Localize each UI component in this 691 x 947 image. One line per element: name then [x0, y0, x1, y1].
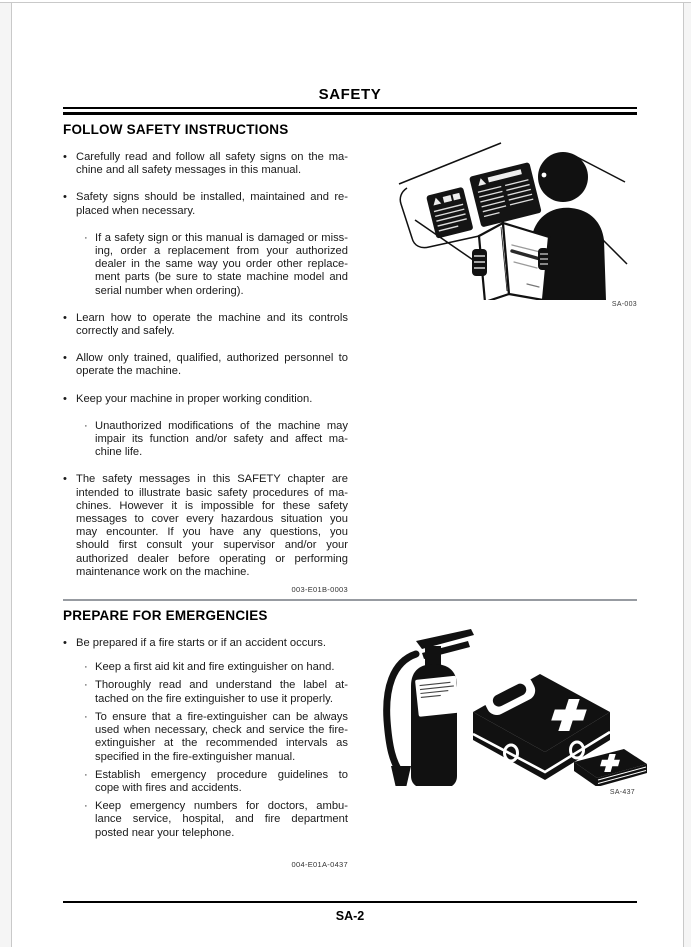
- section-follow-safety-body: [63, 151, 348, 594]
- bullet-item: [63, 151, 348, 177]
- sub-bullet-marker: ·: [84, 419, 88, 432]
- viewer-right-gutter: [683, 3, 691, 947]
- sub-bullet-item: [63, 711, 348, 764]
- bullet-marker: •: [63, 311, 67, 324]
- warning-label-small: [426, 187, 474, 239]
- bullet-marker: •: [63, 352, 67, 365]
- bullet-text: Safety signs should be installed, maintained and re- placed when necessary.: [76, 191, 348, 217]
- warning-label-danger: [469, 162, 542, 227]
- bullet-item: [63, 637, 348, 650]
- sub-bullet-item: [63, 769, 348, 795]
- person-reading-manual-icon: [393, 138, 645, 300]
- figure-prepare-emergencies: [378, 620, 656, 797]
- document-viewer: [0, 3, 691, 947]
- sub-bullet-marker: ·: [84, 231, 88, 244]
- machine-lower-right-edge: [601, 238, 627, 264]
- manual-page: [12, 3, 683, 947]
- sub-bullet-marker: ·: [84, 710, 88, 723]
- title-double-rule: [63, 107, 637, 115]
- bullet-text: Allow only trained, qualified, authorized personnel to operate the machine.: [76, 352, 348, 378]
- footer-rule: [63, 901, 637, 903]
- paragraph-reference-code: 003-E01B-0003: [291, 585, 348, 595]
- figure-caption: SA-437: [609, 789, 635, 796]
- sub-bullet-text: Keep a first aid kit and fire extinguisher on hand.: [95, 661, 335, 674]
- section-divider-rule: [63, 599, 637, 601]
- section-heading-follow-safety: FOLLOW SAFETY INSTRUCTIONS: [63, 122, 289, 137]
- emergency-equipment-icon: [378, 620, 656, 786]
- sub-bullet-item: [63, 661, 348, 674]
- bullet-marker: •: [63, 151, 67, 163]
- sub-bullet-text: If a safety sign or this manual is damaged or miss- ing, order a replacement from your authorized dealer in the same way you order other replace- ment parts (be sure to state machine model and serial number when ordering).: [95, 231, 348, 297]
- sub-bullet-text: To ensure that a fire-extinguisher can be always used when necessary, check and service the fire- extinguisher at the recommended intervals as specified in the fire-extinguisher manual.: [95, 710, 348, 763]
- bullet-marker: •: [63, 392, 67, 405]
- sub-bullet-text: Establish emergency procedure guidelines to cope with fires and accidents.: [95, 768, 348, 794]
- bullet-marker: •: [63, 191, 67, 204]
- fire-extinguisher-icon: [387, 629, 474, 786]
- bullet-text: Carefully read and follow all safety signs on the ma- chine and all safety messages in this manual.: [76, 151, 348, 177]
- bullet-text: Keep your machine in proper working condition.: [76, 392, 313, 405]
- paragraph-reference-code: 004-E01A-0437: [291, 859, 348, 869]
- bullet-marker: •: [63, 473, 67, 486]
- sub-bullet-marker: ·: [84, 800, 88, 813]
- bullet-item: [63, 393, 348, 406]
- bullet-text: Be prepared if a fire starts or if an accident occurs.: [76, 637, 326, 650]
- manual-book-icon: [472, 223, 549, 300]
- bullet-item: [63, 473, 348, 579]
- sub-bullet-item: [63, 232, 348, 298]
- extinguisher-label: [415, 676, 460, 717]
- bullet-item: [63, 191, 348, 217]
- sub-bullet-marker: ·: [84, 661, 88, 674]
- sub-bullet-item: [63, 679, 348, 705]
- sub-bullet-text: Thoroughly read and understand the label at- tached on the fire extinguisher to use it properly.: [95, 679, 348, 705]
- bullet-item: [63, 352, 348, 378]
- section-prepare-emergencies-body: [63, 637, 348, 869]
- bullet-text: The safety messages in this SAFETY chapter are intended to illustrate basic safety procedures of ma- chines. However it is impossible for these safety messages to cover every hazardous situation you may encounter. If you have any questions, you should first consult your supervisor and/or your authorized dealer before operating or performing maintenance work on the machine.: [76, 473, 348, 578]
- sub-bullet-marker: ·: [84, 679, 88, 692]
- sub-bullet-marker: ·: [84, 768, 88, 781]
- bullet-text: Learn how to operate the machine and its controls correctly and safely.: [76, 311, 348, 338]
- figure-caption: SA-003: [611, 301, 637, 308]
- sub-bullet-item: [63, 420, 348, 460]
- viewer-left-gutter: [0, 3, 12, 947]
- page-title: SAFETY: [318, 86, 382, 103]
- sub-bullet-text: Unauthorized modifications of the machine may impair its function and/or safety and affect ma- chine life.: [95, 419, 348, 459]
- nozzle: [391, 766, 411, 786]
- section-heading-prepare-emergencies: PREPARE FOR EMERGENCIES: [63, 608, 268, 624]
- page-number: SA-2: [335, 908, 365, 923]
- sub-bullet-text: Keep emergency numbers for doctors, ambu- lance service, hospital, and fire department posted near your telephone.: [95, 800, 348, 839]
- bullet-item: [63, 312, 348, 338]
- bullet-marker: •: [63, 637, 67, 650]
- sub-bullet-item: [63, 800, 348, 840]
- figure-follow-safety: [393, 138, 645, 309]
